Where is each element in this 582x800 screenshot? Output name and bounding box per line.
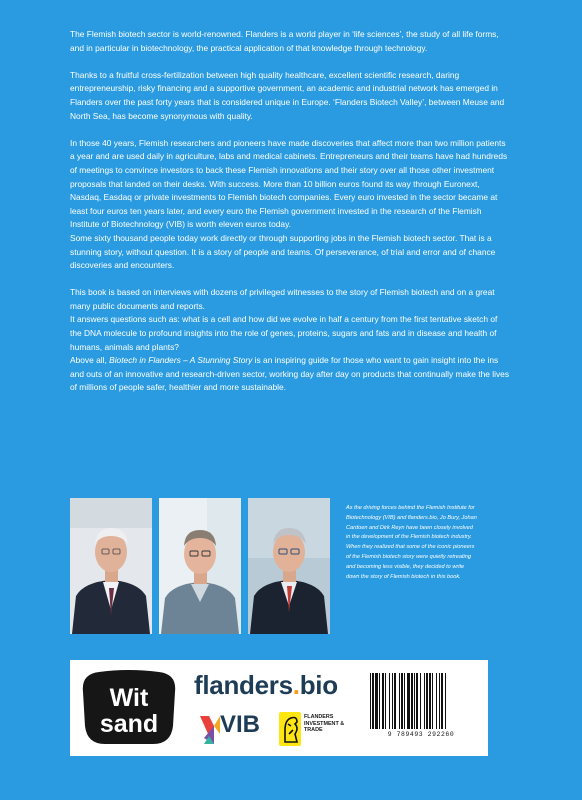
back-cover-text [70, 28, 510, 395]
barcode-bar [379, 673, 380, 729]
barcode-bar [372, 673, 374, 729]
barcode-bar [401, 673, 403, 729]
barcode-bar [392, 673, 393, 729]
barcode-bar [375, 673, 378, 729]
isbn-number: 9 789493 292260 [387, 731, 455, 738]
witsand-logo [81, 670, 177, 746]
author-photo-2 [159, 498, 241, 634]
witsand-line2: sand [99, 710, 159, 738]
isbn-barcode [368, 673, 474, 729]
paragraph-intro: The Flemish biotech sector is world-renowned. Flanders is a world player in ‘life sciences’, the study of all life forms, and in particular in biotechnology, the practical application of that knowledge through technology. [70, 29, 499, 53]
barcode-bar [416, 673, 418, 729]
paragraph-jobs: Some sixty thousand people today work directly or through supporting jobs in the Flemish biotech sector. That is a stunning story, without question. It is a story of people and teams. Of perseverance, of trial and error and of chance discoveries and encounters. [70, 232, 496, 271]
barcode-bar [439, 673, 440, 729]
witsand-line1: Wit [109, 684, 149, 712]
paragraph-network: Thanks to a fruitful cross-fertilization between high quality healthcare, excellent scientific research, daring entrepreneurship, risky financing and a supportive government, an academic and industrial network has emerged in Flanders over the past forty years that is considered unique in Europe. ‘Flanders Biotech Valley’, between Meuse and North Sea, has become synonymous with quality. [70, 69, 505, 121]
barcode-bar [432, 673, 433, 729]
paragraph-closing [70, 354, 510, 395]
flanders-bio-name: flanders [194, 670, 293, 700]
barcode-bar [382, 673, 384, 729]
fit-line-1: FLANDERS [304, 714, 334, 720]
fit-line-2: INVESTMENT & [304, 720, 345, 727]
closing-prefix: Above all, [70, 355, 110, 366]
barcode-bar [407, 673, 410, 729]
barcode-bar [414, 673, 415, 729]
logo-panel [70, 660, 488, 756]
barcode-bar [404, 673, 405, 729]
barcode-bar [436, 673, 437, 729]
barcode-bar [385, 673, 386, 729]
flanders-bio-suffix: bio [299, 670, 338, 700]
barcode-bar [389, 673, 390, 729]
paragraph-sources: This book is based on interviews with dozens of privileged witnesses to the story of Flemish biotech and on a great many public documents and reports. [70, 287, 495, 311]
vib-logo-text: VIB [220, 711, 261, 738]
book-title: Biotech in Flanders – A Stunning Story [109, 355, 253, 366]
barcode-bar [441, 673, 443, 729]
barcode-bar [394, 673, 396, 729]
barcode-bar [411, 673, 413, 729]
authors-caption: As the driving forces behind the Flemish Institute for Biotechnology (VIB) and flanders.bio, Jo Bury, Johan Cardoen and Dirk Reyn have been closely involved in the development of the Flemish biotech industry. When they realized that some of the iconic pioneers of the Flemish biotech story were quietly retreating and becoming less visible, they decided to write down the story of Flemish biotech in this book. [346, 505, 477, 580]
barcode-bar [424, 673, 425, 729]
barcode-bar [445, 673, 446, 729]
barcode-bar [420, 673, 421, 729]
flanders-bio-dot: . [292, 670, 300, 700]
paragraph-achievements: In those 40 years, Flemish researchers and pioneers have made discoveries that affect more than two million patients a year and are used daily in agriculture, labs and medical cabinets. Entrepreneurs and their teams have had hundreds of meetings to convince investors to back these Flemish innovations and their story over all those other investment proposals that landed on their desks. With success. More than 10 billion euros found its way through Euronext, Nasdaq, Easdaq or private investments to Flemish biotech companies. Every euro invested in the sector became at least four euros ten years later, and every euro the Flemish government invested in the research of the Flemish Institute of Biotechnology (VIB) is worth eleven euros today. [70, 137, 508, 230]
fit-line-3: TRADE [304, 727, 323, 734]
closing-suffix: is an inspiring guide for those who want to gain insight into the ins and outs of an innovative and research-driven sector, working day after day on products that continually make the lives of millions of people safer, healthier and more sustainable. [70, 355, 510, 393]
fit-logo-text [304, 714, 354, 734]
author-photo-3 [248, 498, 330, 634]
flanders-bio-logo [194, 670, 338, 701]
barcode-bar [399, 673, 400, 729]
paragraph-questions: It answers questions such as: what is a cell and how did we evolve in half a century from the first tentative sketch of the DNA molecule to profound insights into the role of genes, proteins, sugars and fats and in disease and health of humans, animals and plants? [70, 314, 498, 352]
barcode-bar [426, 673, 428, 729]
barcode-bar [429, 673, 431, 729]
author-photo-1 [70, 498, 152, 634]
barcode-bar [370, 673, 371, 729]
